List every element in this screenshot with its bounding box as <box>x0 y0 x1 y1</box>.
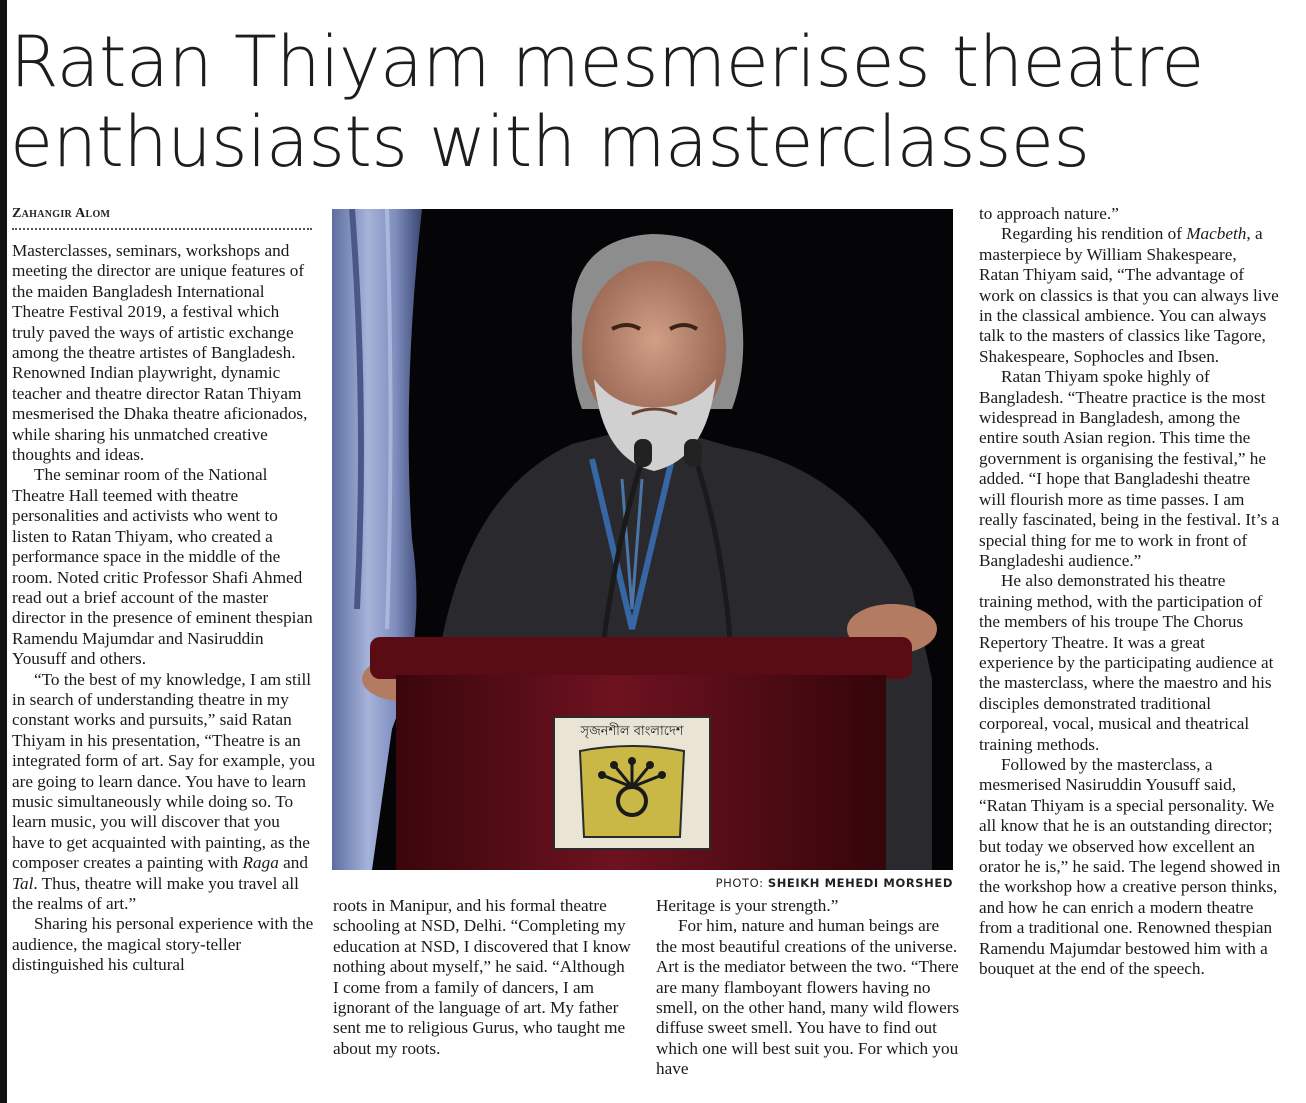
article-photo <box>332 209 953 870</box>
paragraph <box>12 670 316 915</box>
photo-credit-prefix: PHOTO: <box>715 876 764 890</box>
article-column-4 <box>979 204 1281 979</box>
podium-top <box>370 637 912 679</box>
paragraph-text: Regarding his rendition of <box>1001 224 1187 244</box>
headline-line-1: Ratan Thiyam mesmerises theatre <box>10 21 1204 103</box>
paragraph <box>979 224 1281 367</box>
paragraph: Ratan Thiyam spoke highly of Bangladesh. “Theatre practice is the most widespread in Bangladesh, among the entire south Asian region. This time the government is organising the festival,” he added. “I hope that Bangladeshi theatre will flourish more as time passes. I am really fascinated, being in the festival. It’s a special thing for me to work in front of Bangladeshi audience.” <box>979 367 1280 570</box>
paragraph-text: and <box>278 853 308 873</box>
headline <box>10 22 1300 182</box>
paragraph: to approach nature.” <box>979 204 1119 223</box>
paragraph-text: . Thus, theatre will make you travel all the realms of art.” <box>12 873 299 913</box>
paragraph-text: , a masterpiece by William Shakespeare, Ratan Thiyam said, “The advantage of work on classics is that you can always live in the classical ambience. You can always talk to the masters of classics like Tagore, Shakespeare, Sophocles and Ibsen. <box>979 224 1279 366</box>
paragraph: roots in Manipur, and his formal theatre schooling at NSD, Delhi. “Completing my education at NSD, I discovered that I know nothing about myself,” he said. “Although I come from a family of dancers, I am ignorant of the language of art. My father sent me to religious Gurus, who taught me about my roots. <box>333 896 631 1058</box>
photo-credit <box>703 876 953 890</box>
byline: Zahangir Alom <box>12 206 111 221</box>
article-column-2 <box>333 896 633 1059</box>
photo-credit-name: SHEIKH MEHEDI MORSHED <box>767 876 953 890</box>
paragraph: Followed by the masterclass, a mesmerised Nasiruddin Yousuff said, “Ratan Thiyam is a special personality. We all know that he is an outstanding director; but today we observed how excellent an orator he is,” he said. The legend showed in the workshop how a creative person thinks, and how he can enrich a modern theatre from a traditional one. Renowned thespian Ramendu Majumdar bestowed him with a bouquet at the end of the speech. <box>979 754 1281 979</box>
paragraph: Masterclasses, seminars, workshops and meeting the director are unique features of the maiden Bangladesh International Theatre Festival 2019, a festival which truly paved the ways of artistic exchange among the theatre artistes of Bangladesh. Renowned Indian playwright, dynamic teacher and theatre director Ratan Thiyam mesmerised the Dhaka theatre aficionados, while sharing his unmatched creative thoughts and ideas. <box>12 241 308 465</box>
italic-title-macbeth: Macbeth <box>1186 224 1247 244</box>
paragraph: Heritage is your strength.” <box>656 896 839 915</box>
article-column-1 <box>12 241 316 976</box>
headline-line-2: enthusiasts with masterclasses <box>10 101 1090 183</box>
photo-illustration <box>332 209 953 870</box>
paragraph-text: “To the best of my knowledge, I am still in search of understanding theatre in my constant works and pursuits,” said Ratan Thiyam in his presentation, “Theatre is an integrated form of art. Say for example, you are going to learn dance. You have to learn music simultaneously while doing so. To learn music, you will discover that you have to get acquainted with painting, as the composer creates a painting with <box>12 669 316 873</box>
italic-term-tal: Tal <box>12 873 34 893</box>
paragraph: Sharing his personal experience with the audience, the magical story-teller distinguished his cultural <box>12 914 314 975</box>
byline-dotted-rule <box>12 228 312 230</box>
italic-term-raga: Raga <box>242 853 279 873</box>
paragraph: He also demonstrated his theatre training method, with the participation of the members of his troupe The Chorus Repertory Theatre. It was a great experience by the participating audience at the masterclass, where the maestro and his disciples demonstrated traditional corporeal, vocal, musical and theatrical training methods. <box>979 571 1274 754</box>
page-edge-bar <box>0 0 7 1103</box>
paragraph: The seminar room of the National Theatre Hall teemed with theatre personalities and activists who went to listen to Ratan Thiyam, who created a performance space in the middle of the room. Noted critic Professor Shafi Ahmed read out a brief account of the master director in the presence of eminent thespian Ramendu Majumdar and Nasiruddin Yousuff and others. <box>12 465 313 669</box>
article-column-3 <box>656 896 962 1080</box>
podium-emblem-icon <box>554 717 710 849</box>
podium-emblem-text: সৃজনশীল বাংলাদেশ <box>580 724 684 739</box>
paragraph: For him, nature and human beings are the most beautiful creations of the universe. Art is the mediator between the two. “There are many flamboyant flowers having no smell, on the other hand, many wild flowers diffuse sweet smell. You have to find out which one will best suit you. For which you have <box>656 916 960 1079</box>
